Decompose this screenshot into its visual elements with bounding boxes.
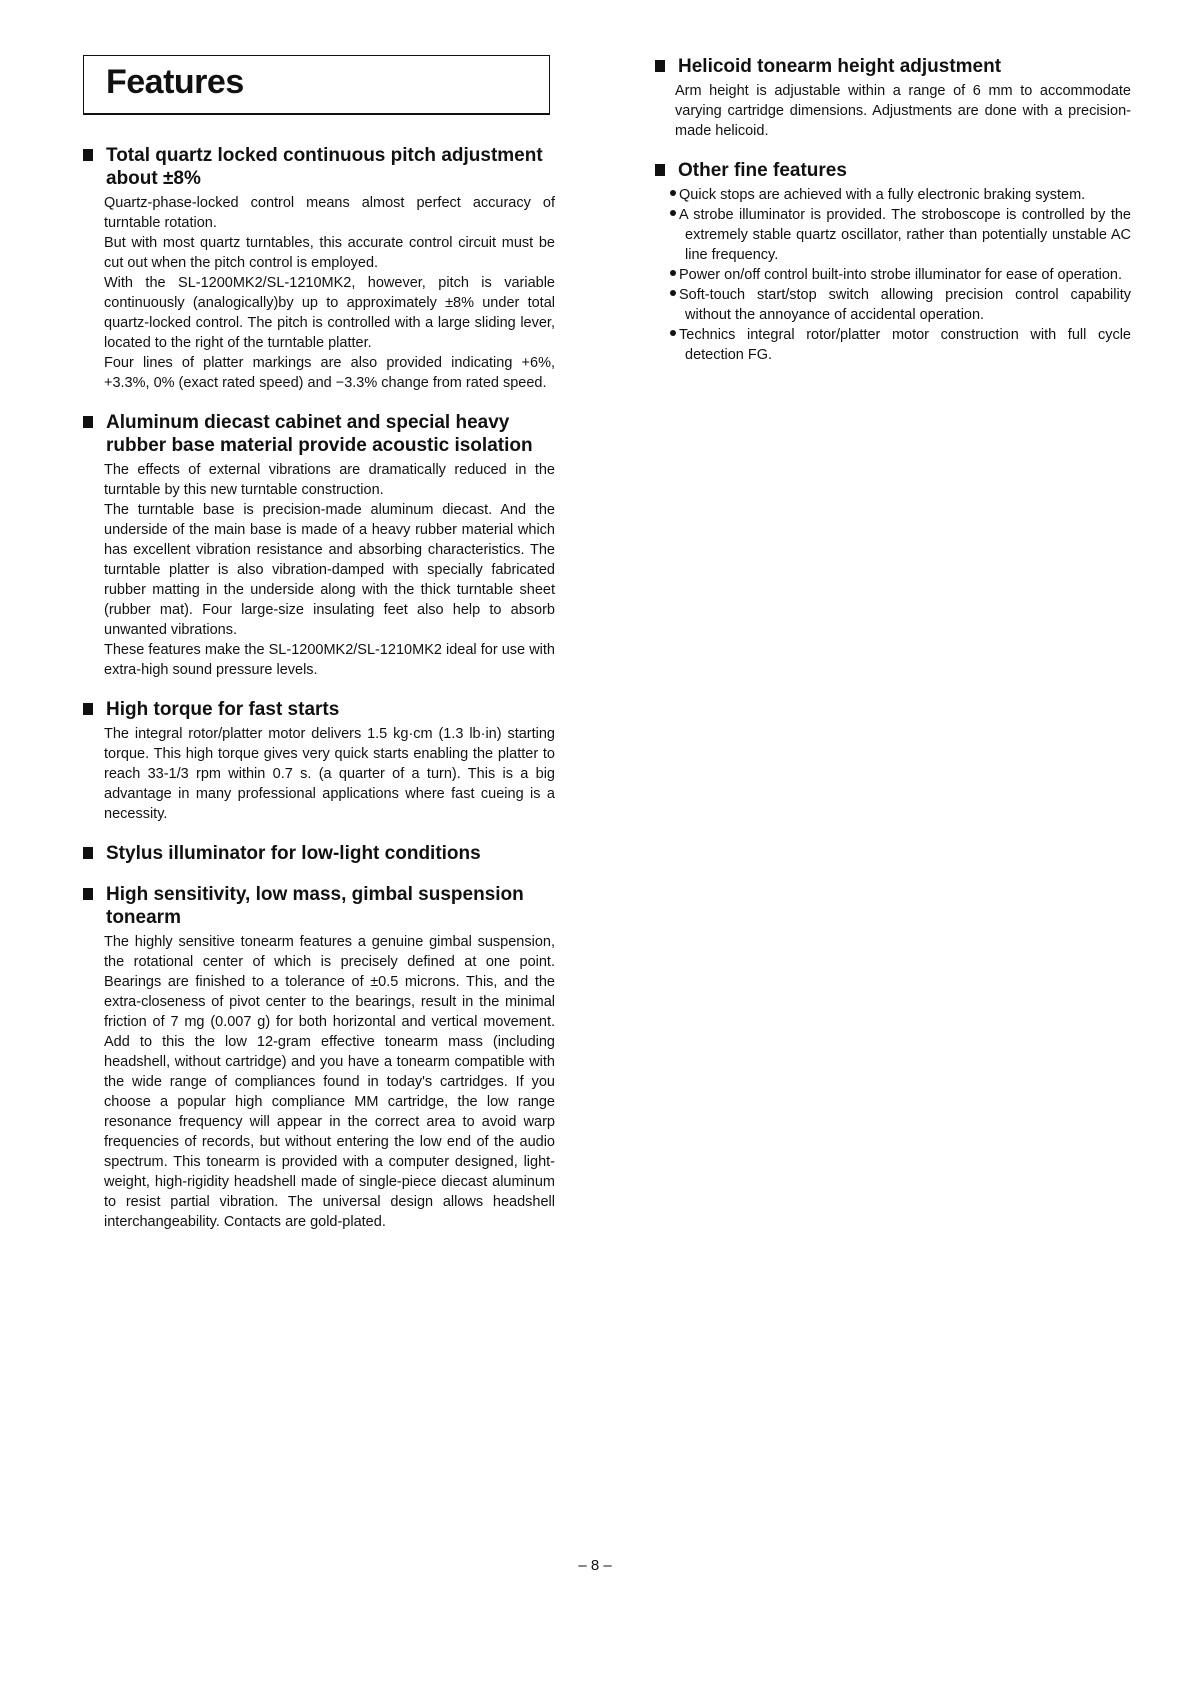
paragraph: Arm height is adjustable within a range of 6 mm to accommodate varying cartridge dimensions. Adjustments are done with a precision-made helicoid. <box>675 83 1131 139</box>
section-acoustic-isolation <box>83 411 555 680</box>
section-other-features <box>655 159 1131 365</box>
paragraph: Four lines of platter markings are also provided indicating +6%, +3.3%, 0% (exact rated speed) and −3.3% change from rated speed. <box>104 355 555 391</box>
square-bullet-icon <box>83 149 93 161</box>
title-box <box>83 55 550 115</box>
section-heading: Aluminum diecast cabinet and special heavy rubber base material provide acoustic isolation <box>83 411 555 457</box>
list-item: Technics integral rotor/platter motor construction with full cycle detection FG. <box>670 325 1131 365</box>
section-heading: Total quartz locked continuous pitch adjustment about ±8% <box>83 144 555 190</box>
section-heading: Stylus illuminator for low-light conditions <box>83 842 555 865</box>
paragraph: But with most quartz turntables, this accurate control circuit must be cut out when the pitch control is employed. <box>104 235 555 271</box>
bullet-dot-icon <box>670 270 676 276</box>
page-title: Features <box>106 63 244 101</box>
section-heading: High sensitivity, low mass, gimbal suspension tonearm <box>83 883 555 929</box>
list-item: Power on/off control built-into strobe illuminator for ease of operation. <box>670 265 1131 285</box>
page-number: – 8 – <box>578 1557 612 1574</box>
paragraph: The turntable base is precision-made aluminum diecast. And the underside of the main base is made of a heavy rubber material which has excellent vibration resistance and absorbing characteristics. The turntable platter is also vibration-damped with specially fabricated rubber matting in the underside along with the thick turntable sheet (rubber mat). Four large-size insulating feet also help to absorb unwanted vibrations. <box>104 502 555 638</box>
paragraph: Quartz-phase-locked control means almost perfect accuracy of turntable rotation. <box>104 195 555 231</box>
paragraph: The highly sensitive tonearm features a genuine gimbal suspension, the rotational center of which is precisely defined at one point. Bearings are finished to a tolerance of ±0.5 microns. This, and the extra-closeness of pivot center to the bearings, result in the minimal friction of 7 mg (0.007 g) for both horizontal and vertical movement. Add to this the low 12-gram effective tonearm mass (including headshell, without cartridge) and you have a tonearm compatible with the wide range of compliances found in today's cartridges. If you choose a popular high compliance MM cartridge, the low range resonance frequency will appear in the correct area to avoid warp frequencies of records, but without entering the low end of the audio spectrum. This tonearm is provided with a computer designed, light-weight, high-rigidity headshell made of single-piece diecast aluminum to resist partial vibration. The universal design allows headshell interchangeability. Contacts are gold-plated. <box>104 934 555 1230</box>
feature-list <box>655 185 1131 365</box>
bullet-dot-icon <box>670 190 676 196</box>
section-gimbal-tonearm <box>83 883 555 1232</box>
bullet-dot-icon <box>670 290 676 296</box>
paragraph: With the SL-1200MK2/SL-1210MK2, however, pitch is variable continuously (analogically)by up to approximately ±8% under total quartz-locked control. The pitch is controlled with a large sliding lever, located to the right of the turntable platter. <box>104 275 555 351</box>
section-heading: Other fine features <box>655 159 1131 182</box>
bullet-dot-icon <box>670 330 676 336</box>
paragraph: The integral rotor/platter motor delivers 1.5 kg·cm (1.3 lb·in) starting torque. This high torque gives very quick starts enabling the platter to reach 33-1/3 rpm within 0.7 s. (a quarter of a turn). This is a big advantage in many professional applications where fast cueing is a necessity. <box>104 726 555 822</box>
list-item: Soft-touch start/stop switch allowing precision control capability without the annoyance of accidental operation. <box>670 285 1131 325</box>
section-helicoid-height <box>655 55 1131 141</box>
square-bullet-icon <box>655 60 665 72</box>
list-item: Quick stops are achieved with a fully electronic braking system. <box>670 185 1131 205</box>
left-column <box>83 144 555 1250</box>
square-bullet-icon <box>83 703 93 715</box>
paragraph: These features make the SL-1200MK2/SL-1210MK2 ideal for use with extra-high sound pressure levels. <box>104 642 555 678</box>
square-bullet-icon <box>83 416 93 428</box>
bullet-dot-icon <box>670 210 676 216</box>
list-item: A strobe illuminator is provided. The stroboscope is controlled by the extremely stable quartz oscillator, rather than potentially unstable AC line frequency. <box>670 205 1131 265</box>
square-bullet-icon <box>655 164 665 176</box>
section-pitch-adjustment <box>83 144 555 393</box>
paragraph: The effects of external vibrations are dramatically reduced in the turntable by this new turntable construction. <box>104 462 555 498</box>
section-high-torque <box>83 698 555 824</box>
square-bullet-icon <box>83 888 93 900</box>
right-column <box>655 55 1131 383</box>
section-stylus-illuminator <box>83 842 555 865</box>
square-bullet-icon <box>83 847 93 859</box>
section-heading: High torque for fast starts <box>83 698 555 721</box>
section-heading: Helicoid tonearm height adjustment <box>655 55 1131 78</box>
